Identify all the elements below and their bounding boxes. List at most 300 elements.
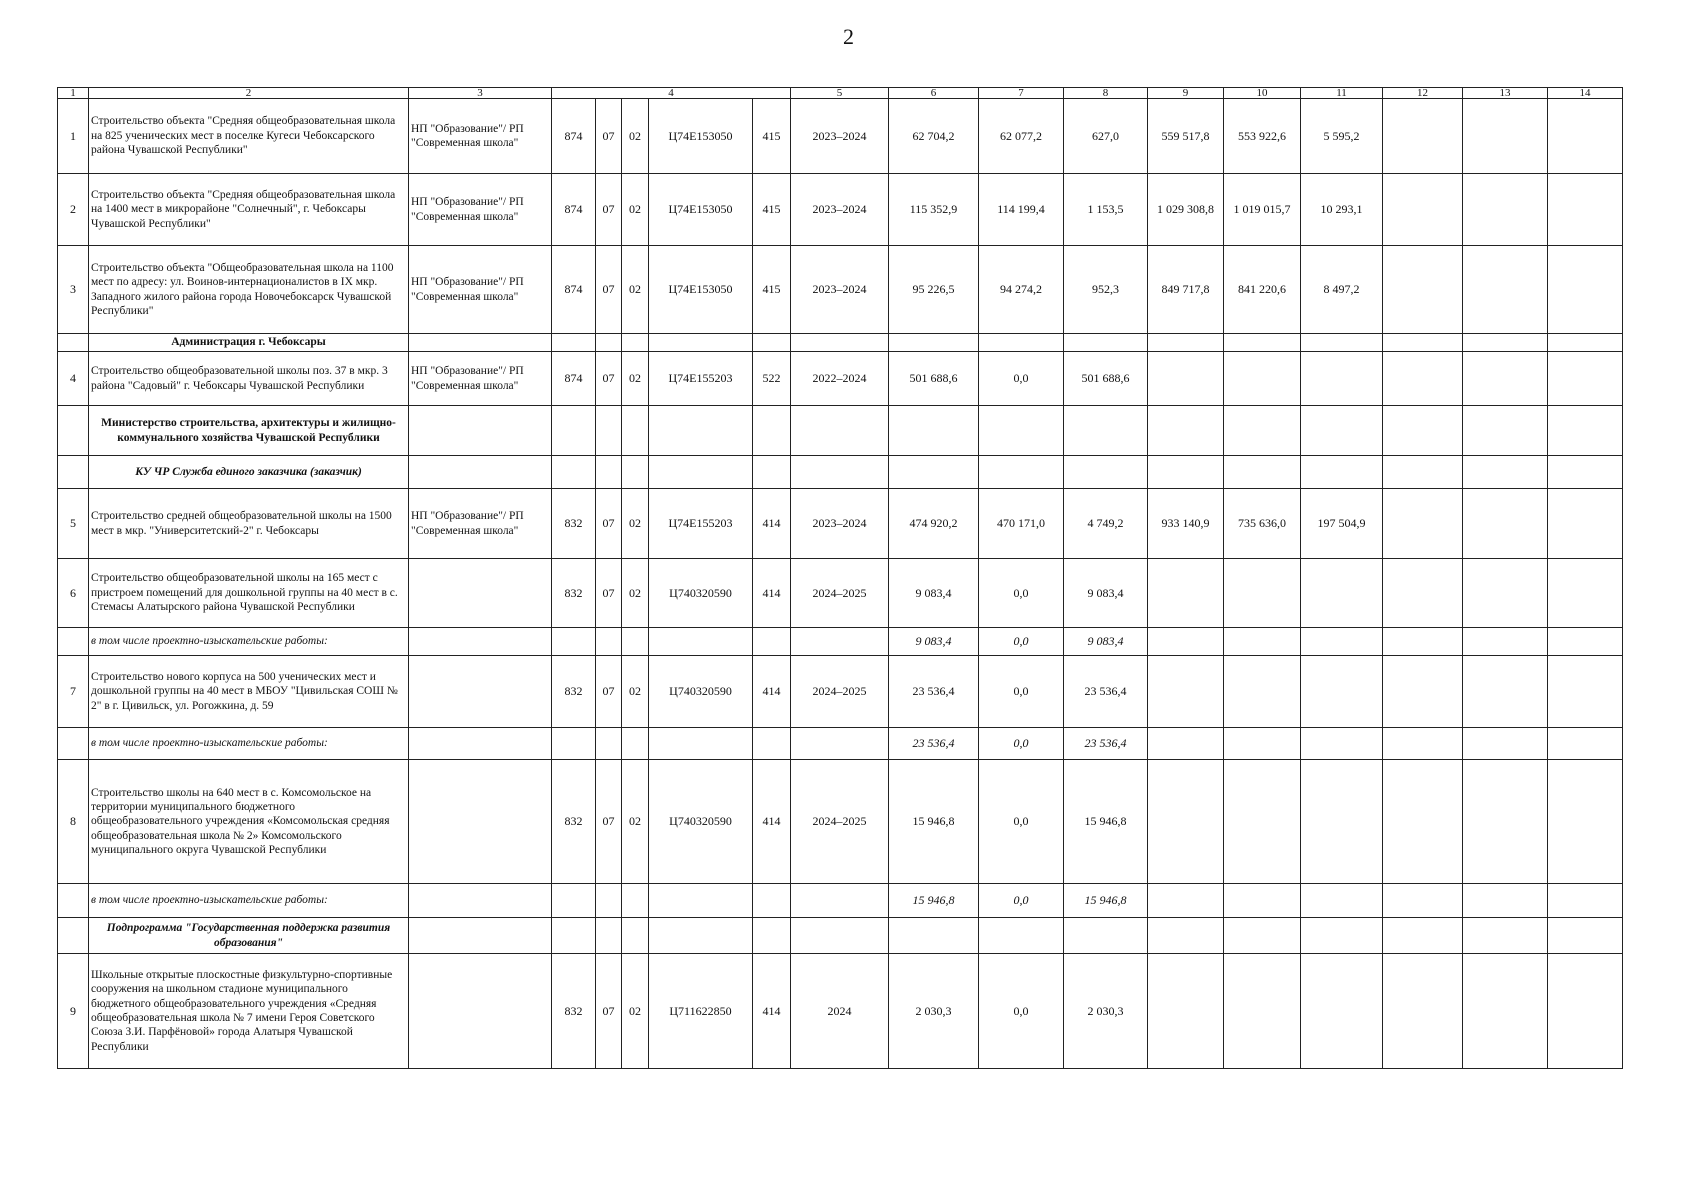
empty-cell	[889, 334, 979, 352]
grbs-code: 874	[552, 174, 596, 246]
empty-cell	[1548, 352, 1623, 406]
empty-cell	[58, 728, 89, 760]
table-row	[58, 174, 1623, 246]
empty-cell	[58, 334, 89, 352]
amount-cell: 501 688,6	[889, 352, 979, 406]
empty-cell	[1548, 628, 1623, 656]
amount-cell: 0,0	[979, 656, 1064, 728]
subsection-code: 02	[622, 559, 649, 628]
empty-cell	[753, 918, 791, 954]
empty-cell	[979, 918, 1064, 954]
section-title: Администрация г. Чебоксары	[89, 334, 409, 352]
amount-cell	[1301, 760, 1383, 884]
empty-cell	[58, 628, 89, 656]
amount-cell: 15 946,8	[889, 760, 979, 884]
section-code: 07	[596, 246, 622, 334]
subtotal-amount: 0,0	[979, 628, 1064, 656]
project-name: НП "Образование"/ РП "Современная школа"	[409, 174, 552, 246]
subtotal-label: в том числе проектно-изыскательские работы:	[89, 628, 409, 656]
empty-cell	[622, 918, 649, 954]
empty-cell	[1224, 406, 1301, 456]
empty-cell	[622, 884, 649, 918]
col-header: 9	[1148, 88, 1224, 99]
empty-cell	[1148, 406, 1224, 456]
amount-cell	[1301, 352, 1383, 406]
empty-cell	[753, 628, 791, 656]
empty-cell	[58, 456, 89, 489]
empty-cell	[409, 456, 552, 489]
amount-cell: 952,3	[1064, 246, 1148, 334]
subsection-code: 02	[622, 954, 649, 1069]
amount-cell: 0,0	[979, 954, 1064, 1069]
amount-cell	[1224, 559, 1301, 628]
amount-cell	[1148, 656, 1224, 728]
expense-type-code: 414	[753, 559, 791, 628]
grbs-code: 874	[552, 99, 596, 174]
empty-cell	[58, 406, 89, 456]
empty-cell	[552, 406, 596, 456]
empty-cell	[791, 406, 889, 456]
empty-cell	[1383, 918, 1463, 954]
empty-cell	[1224, 456, 1301, 489]
empty-cell	[649, 884, 753, 918]
empty-cell	[1148, 884, 1224, 918]
empty-cell	[1383, 728, 1463, 760]
empty-cell	[1383, 954, 1463, 1069]
subtotal-label: в том числе проектно-изыскательские работы:	[89, 884, 409, 918]
subsection-code: 02	[622, 352, 649, 406]
amount-cell	[1224, 352, 1301, 406]
empty-cell	[1548, 559, 1623, 628]
period: 2022–2024	[791, 352, 889, 406]
empty-cell	[1383, 489, 1463, 559]
section-code: 07	[596, 760, 622, 884]
table-row	[58, 559, 1623, 628]
amount-cell: 1 153,5	[1064, 174, 1148, 246]
amount-cell: 94 274,2	[979, 246, 1064, 334]
empty-cell	[791, 918, 889, 954]
period: 2024–2025	[791, 656, 889, 728]
section-code: 07	[596, 352, 622, 406]
object-name: Строительство объекта "Общеобразовательная школа на 1100 мест по адресу: ул. Воинов-интернационалистов в IX мкр. Западного жилого района города Новочебоксарск Чувашской Республики"	[89, 246, 409, 334]
amount-cell: 62 077,2	[979, 99, 1064, 174]
empty-cell	[791, 334, 889, 352]
empty-cell	[1383, 760, 1463, 884]
empty-cell	[58, 884, 89, 918]
row-number: 7	[58, 656, 89, 728]
empty-cell	[1224, 918, 1301, 954]
amount-cell: 9 083,4	[889, 559, 979, 628]
subtotal-row	[58, 628, 1623, 656]
empty-cell	[753, 728, 791, 760]
empty-cell	[552, 728, 596, 760]
expense-type-code: 414	[753, 954, 791, 1069]
section-code: 07	[596, 954, 622, 1069]
amount-cell: 4 749,2	[1064, 489, 1148, 559]
empty-cell	[1548, 246, 1623, 334]
empty-cell	[409, 406, 552, 456]
section-row	[58, 918, 1623, 954]
empty-cell	[1548, 884, 1623, 918]
subtotal-row	[58, 884, 1623, 918]
section-code: 07	[596, 489, 622, 559]
empty-cell	[1463, 334, 1548, 352]
section-title: Министерство строительства, архитектуры и жилищно-коммунального хозяйства Чувашской Республики	[89, 406, 409, 456]
empty-cell	[1548, 728, 1623, 760]
empty-cell	[1224, 728, 1301, 760]
empty-cell	[1463, 246, 1548, 334]
empty-cell	[753, 406, 791, 456]
section-code: 07	[596, 99, 622, 174]
target-article-code: Ц711622850	[649, 954, 753, 1069]
page-number: 2	[843, 24, 854, 49]
project-name	[409, 954, 552, 1069]
col-header: 14	[1548, 88, 1623, 99]
section-code: 07	[596, 174, 622, 246]
empty-cell	[1383, 99, 1463, 174]
subtotal-amount: 15 946,8	[1064, 884, 1148, 918]
empty-cell	[596, 628, 622, 656]
empty-cell	[1383, 559, 1463, 628]
empty-cell	[889, 406, 979, 456]
empty-cell	[1383, 656, 1463, 728]
subtotal-amount: 15 946,8	[889, 884, 979, 918]
row-number: 4	[58, 352, 89, 406]
empty-cell	[1301, 728, 1383, 760]
section-row	[58, 456, 1623, 489]
expense-type-code: 414	[753, 760, 791, 884]
amount-cell: 0,0	[979, 559, 1064, 628]
table-row	[58, 489, 1623, 559]
empty-cell	[1148, 456, 1224, 489]
col-header: 3	[409, 88, 552, 99]
subsection-code: 02	[622, 760, 649, 884]
table-row	[58, 246, 1623, 334]
empty-cell	[979, 456, 1064, 489]
amount-cell	[1148, 352, 1224, 406]
amount-cell: 2 030,3	[889, 954, 979, 1069]
expense-type-code: 414	[753, 656, 791, 728]
col-header: 10	[1224, 88, 1301, 99]
empty-cell	[596, 728, 622, 760]
object-name: Школьные открытые плоскостные физкультурно-спортивные сооружения на школьном стадионе муниципального бюджетного общеобразовательного учреждения «Средняя общеобразовательная школа № 7 имени Героя Советского Союза З.И. Парфёновой» города Алатыря Чувашской Республики	[89, 954, 409, 1069]
section-code: 07	[596, 559, 622, 628]
row-number: 2	[58, 174, 89, 246]
col-header: 4	[552, 88, 791, 99]
empty-cell	[1148, 918, 1224, 954]
row-number: 1	[58, 99, 89, 174]
period: 2023–2024	[791, 489, 889, 559]
amount-cell: 115 352,9	[889, 174, 979, 246]
grbs-code: 832	[552, 954, 596, 1069]
empty-cell	[1148, 628, 1224, 656]
expense-type-code: 414	[753, 489, 791, 559]
expense-type-code: 415	[753, 246, 791, 334]
empty-cell	[409, 728, 552, 760]
empty-cell	[58, 918, 89, 954]
empty-cell	[1064, 456, 1148, 489]
project-name: НП "Образование"/ РП "Современная школа"	[409, 246, 552, 334]
amount-cell	[1301, 954, 1383, 1069]
empty-cell	[1064, 406, 1148, 456]
empty-cell	[753, 456, 791, 489]
col-header: 7	[979, 88, 1064, 99]
empty-cell	[1224, 334, 1301, 352]
target-article-code: Ц740320590	[649, 760, 753, 884]
section-row	[58, 406, 1623, 456]
empty-cell	[1383, 174, 1463, 246]
period: 2024–2025	[791, 559, 889, 628]
empty-cell	[1463, 628, 1548, 656]
empty-cell	[1463, 760, 1548, 884]
target-article-code: Ц740320590	[649, 656, 753, 728]
amount-cell: 62 704,2	[889, 99, 979, 174]
target-article-code: Ц74Е155203	[649, 352, 753, 406]
row-number: 8	[58, 760, 89, 884]
col-header: 5	[791, 88, 889, 99]
col-header: 6	[889, 88, 979, 99]
empty-cell	[622, 628, 649, 656]
empty-cell	[1383, 884, 1463, 918]
empty-cell	[552, 456, 596, 489]
period: 2023–2024	[791, 174, 889, 246]
col-header: 11	[1301, 88, 1383, 99]
empty-cell	[1548, 456, 1623, 489]
empty-cell	[1148, 728, 1224, 760]
empty-cell	[1463, 174, 1548, 246]
empty-cell	[889, 918, 979, 954]
table-row	[58, 760, 1623, 884]
expense-type-code: 522	[753, 352, 791, 406]
empty-cell	[1301, 884, 1383, 918]
row-number: 5	[58, 489, 89, 559]
empty-cell	[1548, 406, 1623, 456]
grbs-code: 832	[552, 760, 596, 884]
period: 2023–2024	[791, 99, 889, 174]
project-name	[409, 559, 552, 628]
amount-cell: 849 717,8	[1148, 246, 1224, 334]
empty-cell	[649, 406, 753, 456]
amount-cell: 0,0	[979, 352, 1064, 406]
table-row	[58, 656, 1623, 728]
object-name: Строительство средней общеобразовательной школы на 1500 мест в мкр. "Университетский-2" г. Чебоксары	[89, 489, 409, 559]
section-title: КУ ЧР Служба единого заказчика (заказчик)	[89, 456, 409, 489]
amount-cell: 470 171,0	[979, 489, 1064, 559]
subsection-code: 02	[622, 656, 649, 728]
empty-cell	[791, 456, 889, 489]
empty-cell	[1463, 954, 1548, 1069]
empty-cell	[1383, 246, 1463, 334]
empty-cell	[1301, 406, 1383, 456]
empty-cell	[409, 334, 552, 352]
table-row	[58, 99, 1623, 174]
object-name: Строительство школы на 640 мест в с. Комсомольское на территории муниципального бюджетного общеобразовательного учреждения «Комсомольская средняя общеобразовательная школа № 2» Комсомольского муниципального округа Чувашской Республики	[89, 760, 409, 884]
expense-type-code: 415	[753, 99, 791, 174]
empty-cell	[753, 884, 791, 918]
empty-cell	[596, 884, 622, 918]
amount-cell: 1 019 015,7	[1224, 174, 1301, 246]
empty-cell	[791, 628, 889, 656]
amount-cell: 9 083,4	[1064, 559, 1148, 628]
amount-cell	[1301, 656, 1383, 728]
amount-cell: 559 517,8	[1148, 99, 1224, 174]
object-name: Строительство общеобразовательной школы на 165 мест с пристроем помещений для дошкольной группы на 40 мест в с. Стемасы Алатырского района Чувашской Республики	[89, 559, 409, 628]
empty-cell	[1301, 334, 1383, 352]
empty-cell	[1463, 456, 1548, 489]
amount-cell: 114 199,4	[979, 174, 1064, 246]
empty-cell	[791, 728, 889, 760]
empty-cell	[596, 334, 622, 352]
empty-cell	[1301, 456, 1383, 489]
amount-cell: 0,0	[979, 760, 1064, 884]
section-row	[58, 334, 1623, 352]
empty-cell	[979, 406, 1064, 456]
amount-cell: 2 030,3	[1064, 954, 1148, 1069]
target-article-code: Ц74Е153050	[649, 99, 753, 174]
amount-cell	[1301, 559, 1383, 628]
subsection-code: 02	[622, 99, 649, 174]
project-name: НП "Образование"/ РП "Современная школа"	[409, 352, 552, 406]
period: 2023–2024	[791, 246, 889, 334]
amount-cell	[1148, 954, 1224, 1069]
target-article-code: Ц74Е153050	[649, 174, 753, 246]
table-row	[58, 954, 1623, 1069]
amount-cell: 553 922,6	[1224, 99, 1301, 174]
amount-cell: 10 293,1	[1301, 174, 1383, 246]
empty-cell	[1383, 628, 1463, 656]
subtotal-amount: 9 083,4	[1064, 628, 1148, 656]
empty-cell	[1383, 406, 1463, 456]
empty-cell	[649, 728, 753, 760]
expense-type-code: 415	[753, 174, 791, 246]
amount-cell: 23 536,4	[889, 656, 979, 728]
empty-cell	[1463, 559, 1548, 628]
empty-cell	[889, 456, 979, 489]
col-header: 12	[1383, 88, 1463, 99]
project-name	[409, 656, 552, 728]
amount-cell: 627,0	[1064, 99, 1148, 174]
empty-cell	[1224, 628, 1301, 656]
row-number: 6	[58, 559, 89, 628]
amount-cell: 5 595,2	[1301, 99, 1383, 174]
empty-cell	[622, 406, 649, 456]
target-article-code: Ц74Е155203	[649, 489, 753, 559]
empty-cell	[552, 334, 596, 352]
empty-cell	[1463, 918, 1548, 954]
empty-cell	[649, 456, 753, 489]
empty-cell	[1064, 334, 1148, 352]
empty-cell	[1463, 99, 1548, 174]
amount-cell: 15 946,8	[1064, 760, 1148, 884]
empty-cell	[1548, 656, 1623, 728]
empty-cell	[596, 406, 622, 456]
empty-cell	[1383, 352, 1463, 406]
project-name: НП "Образование"/ РП "Современная школа"	[409, 489, 552, 559]
amount-cell	[1148, 559, 1224, 628]
empty-cell	[552, 884, 596, 918]
subtotal-amount: 0,0	[979, 884, 1064, 918]
empty-cell	[1463, 656, 1548, 728]
section-title: Подпрограмма "Государственная поддержка развития образования"	[89, 918, 409, 954]
amount-cell: 474 920,2	[889, 489, 979, 559]
empty-cell	[552, 918, 596, 954]
target-article-code: Ц74Е153050	[649, 246, 753, 334]
empty-cell	[649, 334, 753, 352]
amount-cell: 8 497,2	[1301, 246, 1383, 334]
grbs-code: 832	[552, 559, 596, 628]
empty-cell	[753, 334, 791, 352]
object-name: Строительство нового корпуса на 500 ученических мест и дошкольной группы на 40 мест в МБОУ "Цивильская СОШ № 2" в г. Цивильск, ул. Рогожкина, д. 59	[89, 656, 409, 728]
subsection-code: 02	[622, 174, 649, 246]
empty-cell	[596, 918, 622, 954]
empty-cell	[1301, 918, 1383, 954]
empty-cell	[1463, 884, 1548, 918]
col-header: 13	[1463, 88, 1548, 99]
amount-cell: 197 504,9	[1301, 489, 1383, 559]
amount-cell: 841 220,6	[1224, 246, 1301, 334]
column-number-row	[58, 88, 1623, 99]
empty-cell	[649, 918, 753, 954]
empty-cell	[1383, 334, 1463, 352]
subtotal-amount: 9 083,4	[889, 628, 979, 656]
object-name: Строительство объекта "Средняя общеобразовательная школа на 1400 мест в микрорайоне "Солнечный", г. Чебоксары Чувашской Республики"	[89, 174, 409, 246]
subsection-code: 02	[622, 246, 649, 334]
empty-cell	[791, 884, 889, 918]
subtotal-row	[58, 728, 1623, 760]
period: 2024–2025	[791, 760, 889, 884]
empty-cell	[1548, 489, 1623, 559]
empty-cell	[979, 334, 1064, 352]
col-header: 2	[89, 88, 409, 99]
amount-cell	[1224, 954, 1301, 1069]
empty-cell	[622, 334, 649, 352]
subsection-code: 02	[622, 489, 649, 559]
subtotal-amount: 23 536,4	[889, 728, 979, 760]
subtotal-amount: 0,0	[979, 728, 1064, 760]
col-header: 8	[1064, 88, 1148, 99]
empty-cell	[1463, 489, 1548, 559]
empty-cell	[409, 884, 552, 918]
row-number: 3	[58, 246, 89, 334]
project-name	[409, 760, 552, 884]
object-name: Строительство объекта "Средняя общеобразовательная школа на 825 ученических мест в поселке Кугеси Чебоксарского района Чувашской Республики"	[89, 99, 409, 174]
empty-cell	[649, 628, 753, 656]
grbs-code: 874	[552, 352, 596, 406]
grbs-code: 832	[552, 489, 596, 559]
empty-cell	[1548, 174, 1623, 246]
grbs-code: 832	[552, 656, 596, 728]
amount-cell: 1 029 308,8	[1148, 174, 1224, 246]
project-name: НП "Образование"/ РП "Современная школа"	[409, 99, 552, 174]
target-article-code: Ц740320590	[649, 559, 753, 628]
empty-cell	[409, 628, 552, 656]
empty-cell	[622, 456, 649, 489]
subtotal-label: в том числе проектно-изыскательские работы:	[89, 728, 409, 760]
amount-cell: 23 536,4	[1064, 656, 1148, 728]
empty-cell	[622, 728, 649, 760]
period: 2024	[791, 954, 889, 1069]
empty-cell	[1548, 954, 1623, 1069]
table-row	[58, 352, 1623, 406]
empty-cell	[1301, 628, 1383, 656]
empty-cell	[1148, 334, 1224, 352]
empty-cell	[1548, 760, 1623, 884]
empty-cell	[1383, 456, 1463, 489]
amount-cell: 933 140,9	[1148, 489, 1224, 559]
empty-cell	[1224, 884, 1301, 918]
empty-cell	[1548, 918, 1623, 954]
col-header: 1	[58, 88, 89, 99]
